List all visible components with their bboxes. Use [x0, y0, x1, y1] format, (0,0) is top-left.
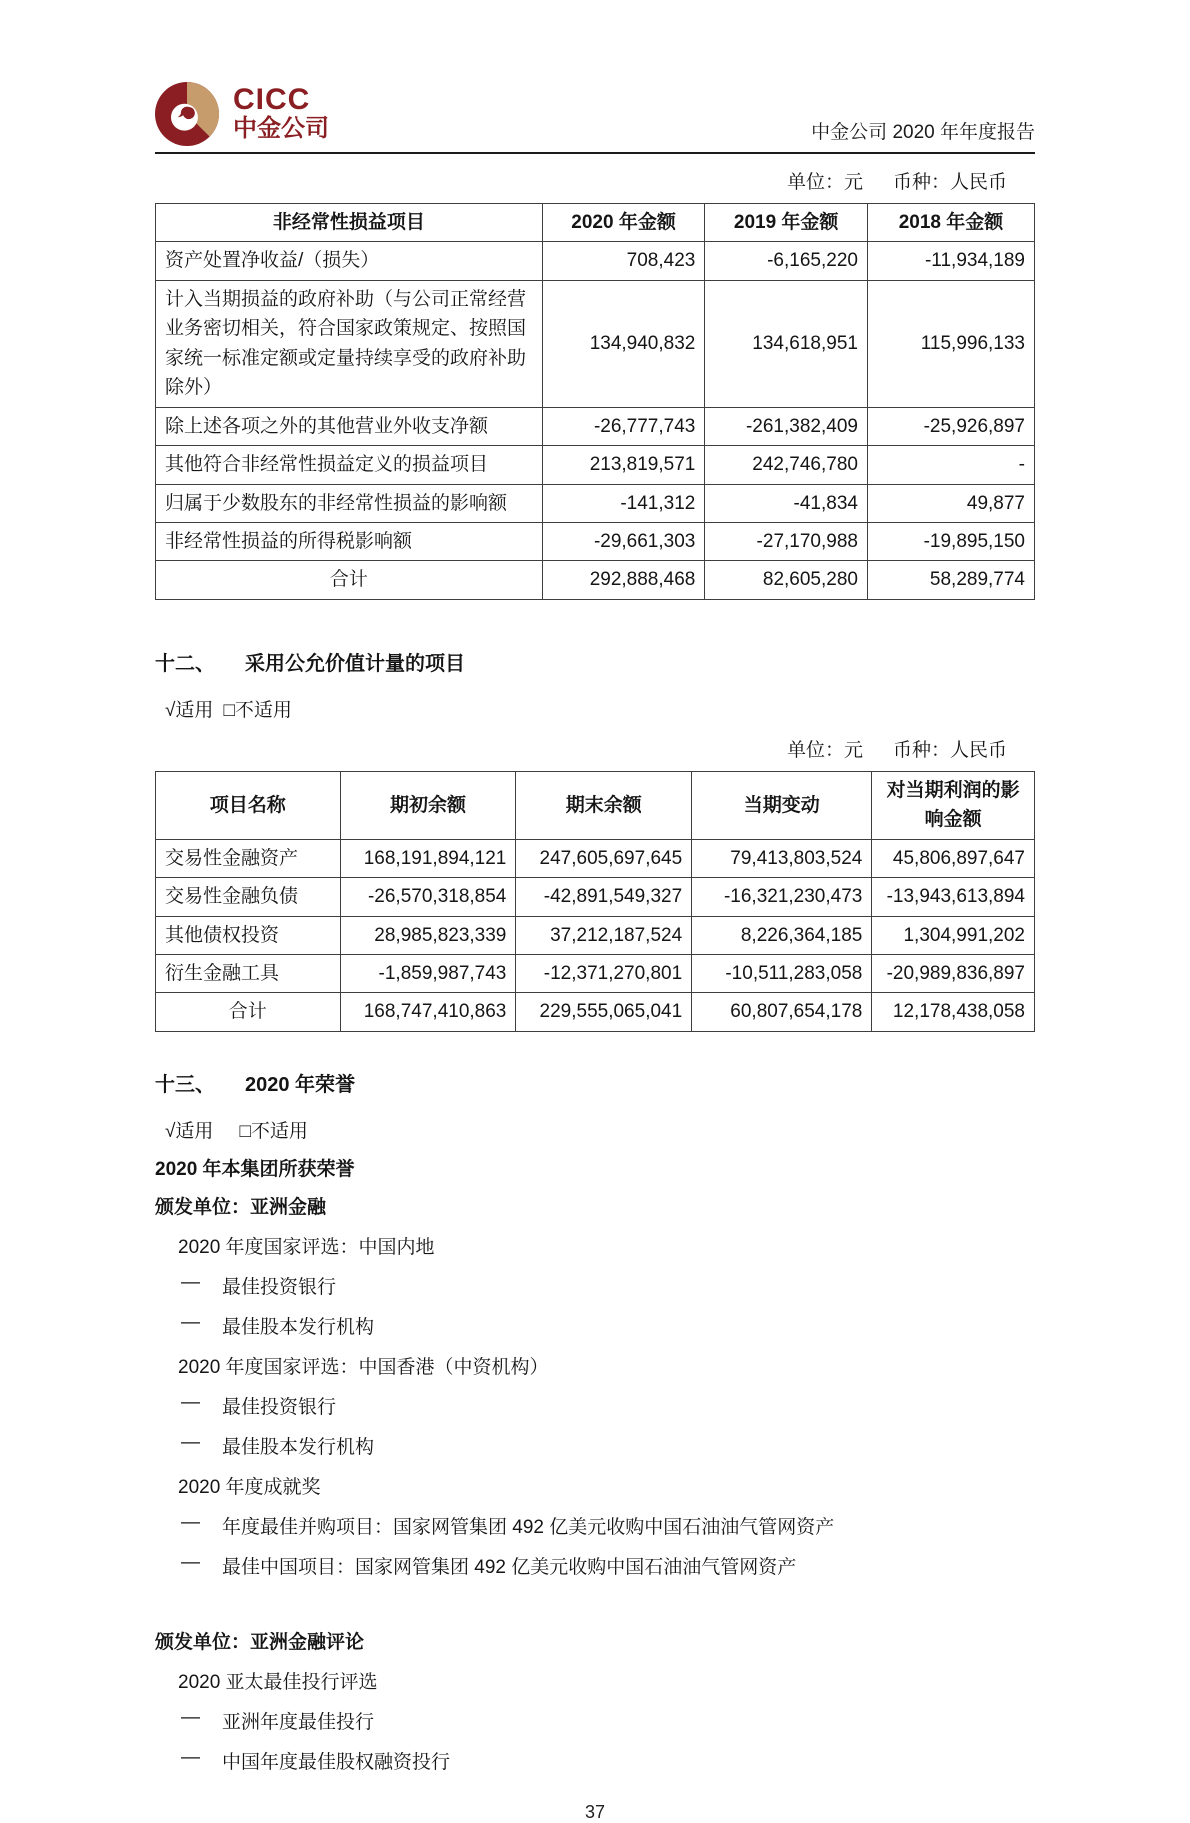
row-label: 非经常性损益的所得税影响额 — [156, 522, 543, 560]
fair-value-items-table — [155, 771, 1035, 1032]
table-row — [156, 916, 1035, 954]
cell-value: -27,170,988 — [705, 522, 868, 560]
report-title: 中金公司 2020 年年度报告 — [811, 122, 1035, 143]
dash-icon: — — [181, 1511, 200, 1533]
table1-col-items: 非经常性损益项目 — [156, 204, 543, 242]
honor-item: — 最佳投资银行 — [181, 1271, 337, 1298]
dash-icon: — — [181, 1706, 200, 1728]
honor-item: — 最佳投资银行 — [181, 1391, 337, 1418]
cell-value: 60,807,654,178 — [692, 993, 872, 1031]
row-label: 资产处置净收益/（损失） — [156, 242, 543, 280]
section-title: 采用公允价值计量的项目 — [245, 652, 465, 675]
table2-col-name: 项目名称 — [156, 771, 341, 839]
table-row — [156, 280, 1035, 407]
cell-value: 58,289,774 — [867, 561, 1034, 599]
not-applicable-label: □不适用 — [223, 699, 292, 721]
table-row — [156, 522, 1035, 560]
table1-header-row — [156, 204, 1035, 242]
table2-header-row — [156, 771, 1035, 839]
section-13-applicability — [155, 1116, 1035, 1143]
table-row — [156, 407, 1035, 445]
page-header — [155, 78, 1035, 154]
honor-category: 2020 年度成就奖 — [178, 1476, 321, 1498]
cicc-logo-text — [233, 85, 329, 143]
table2-col-closing: 期末余额 — [516, 771, 692, 839]
cell-value: -141,312 — [542, 484, 705, 522]
cell-value: 28,985,823,339 — [340, 916, 516, 954]
row-label: 衍生金融工具 — [156, 955, 341, 993]
section-number: 十二、 — [155, 652, 215, 675]
cell-value: 292,888,468 — [542, 561, 705, 599]
section-title: 2020 年荣誉 — [245, 1073, 356, 1096]
table-row — [156, 484, 1035, 522]
cell-value: -26,777,743 — [542, 407, 705, 445]
section-number: 十三、 — [155, 1073, 215, 1096]
row-label: 交易性金融资产 — [156, 839, 341, 877]
cell-value: -42,891,549,327 — [516, 878, 692, 916]
honor-category: 2020 年度国家评选：中国内地 — [178, 1236, 435, 1258]
honor-item: — 中国年度最佳股权融资投行 — [181, 1746, 451, 1773]
row-label: 归属于少数股东的非经常性损益的影响额 — [156, 484, 543, 522]
dash-icon: — — [181, 1311, 200, 1333]
cell-value: 168,747,410,863 — [340, 993, 516, 1031]
honor-category: 2020 亚太最佳投行评选 — [178, 1671, 378, 1693]
applicable-label: √适用 — [165, 1120, 214, 1142]
cicc-logo-icon — [155, 82, 219, 146]
cell-value: 49,877 — [867, 484, 1034, 522]
cell-value: -1,859,987,743 — [340, 955, 516, 993]
row-label: 其他债权投资 — [156, 916, 341, 954]
row-label: 计入当期损益的政府补助（与公司正常经营业务密切相关，符合国家政策规定、按照国家统一标准定额或定量持续享受的政府补助除外） — [156, 280, 543, 407]
row-label: 其他符合非经常性损益定义的损益项目 — [156, 446, 543, 484]
cell-value: 242,746,780 — [705, 446, 868, 484]
honor-issuer: 颁发单位：亚洲金融 — [155, 1196, 327, 1218]
unit-note-1 — [155, 167, 1035, 194]
cell-value: -26,570,318,854 — [340, 878, 516, 916]
cell-value: -13,943,613,894 — [872, 878, 1035, 916]
table2-total-row — [156, 993, 1035, 1031]
currency-label: 币种：人民币 — [892, 172, 1007, 193]
cell-value: -19,895,150 — [867, 522, 1034, 560]
cell-value: -11,934,189 — [867, 242, 1034, 280]
row-label: 除上述各项之外的其他营业外收支净额 — [156, 407, 543, 445]
table-row — [156, 446, 1035, 484]
honor-item: — 最佳股本发行机构 — [181, 1431, 375, 1458]
cell-value: 1,304,991,202 — [872, 916, 1035, 954]
section-13-heading — [155, 1068, 1035, 1097]
logo-en-label: CICC — [233, 83, 311, 117]
cell-value: -6,165,220 — [705, 242, 868, 280]
honor-item: — 年度最佳并购项目：国家网管集团 492 亿美元收购中国石油油气管网资产 — [181, 1511, 835, 1538]
table2-col-opening: 期初余额 — [340, 771, 516, 839]
table1-col-2018: 2018 年金额 — [867, 204, 1034, 242]
table2-col-change: 当期变动 — [692, 771, 872, 839]
not-applicable-label: □不适用 — [239, 1120, 308, 1142]
logo-zh-label: 中金公司 — [233, 115, 329, 143]
table-row — [156, 839, 1035, 877]
table-row — [156, 955, 1035, 993]
cell-value: 8,226,364,185 — [692, 916, 872, 954]
cell-value: 12,178,438,058 — [872, 993, 1035, 1031]
honor-item: — 最佳中国项目：国家网管集团 492 亿美元收购中国石油油气管网资产 — [181, 1551, 797, 1578]
cell-value: -12,371,270,801 — [516, 955, 692, 993]
dash-icon: — — [181, 1271, 200, 1293]
section-12-applicability — [155, 695, 1035, 722]
dash-icon: — — [181, 1551, 200, 1573]
cell-value: -41,834 — [705, 484, 868, 522]
total-label: 合计 — [156, 993, 341, 1031]
honor-item: — 亚洲年度最佳投行 — [181, 1706, 375, 1733]
honor-issuer: 颁发单位：亚洲金融评论 — [155, 1631, 365, 1653]
cicc-logo — [155, 82, 329, 146]
row-label: 交易性金融负债 — [156, 878, 341, 916]
dash-icon: — — [181, 1746, 200, 1768]
cell-value: -25,926,897 — [867, 407, 1034, 445]
cell-value: 229,555,065,041 — [516, 993, 692, 1031]
table1-total-row — [156, 561, 1035, 599]
cell-value: 247,605,697,645 — [516, 839, 692, 877]
honor-item: — 最佳股本发行机构 — [181, 1311, 375, 1338]
table-row — [156, 878, 1035, 916]
cell-value: 134,940,832 — [542, 280, 705, 407]
cell-value: 168,191,894,121 — [340, 839, 516, 877]
cell-value: 37,212,187,524 — [516, 916, 692, 954]
cell-value: 79,413,803,524 — [692, 839, 872, 877]
cell-value: -261,382,409 — [705, 407, 868, 445]
dash-icon: — — [181, 1391, 200, 1413]
table-row — [156, 242, 1035, 280]
unit-label: 单位：元 — [786, 739, 863, 761]
cell-value: 708,423 — [542, 242, 705, 280]
total-label: 合计 — [156, 561, 543, 599]
non-recurring-items-table — [155, 203, 1035, 600]
cell-value: -16,321,230,473 — [692, 878, 872, 916]
page-number: 37 — [584, 1801, 606, 1822]
cell-value: -20,989,836,897 — [872, 955, 1035, 993]
cell-value: -10,511,283,058 — [692, 955, 872, 993]
cell-value: 45,806,897,647 — [872, 839, 1035, 877]
currency-label: 币种：人民币 — [892, 739, 1007, 761]
honor-category: 2020 年度国家评选：中国香港（中资机构） — [178, 1356, 549, 1378]
dash-icon: — — [181, 1431, 200, 1453]
cell-value: 82,605,280 — [705, 561, 868, 599]
section-12-heading — [155, 647, 1035, 676]
cell-value: 134,618,951 — [705, 280, 868, 407]
cell-value: 213,819,571 — [542, 446, 705, 484]
cell-value: - — [867, 446, 1034, 484]
applicable-label: √适用 — [165, 699, 214, 721]
table1-col-2020: 2020 年金额 — [542, 204, 705, 242]
table2-col-profit-impact: 对当期利润的影响金额 — [872, 771, 1035, 839]
table1-col-2019: 2019 年金额 — [705, 204, 868, 242]
unit-label: 单位：元 — [786, 172, 863, 193]
cell-value: -29,661,303 — [542, 522, 705, 560]
unit-note-2 — [155, 735, 1035, 762]
cell-value: 115,996,133 — [867, 280, 1034, 407]
honors-intro: 2020 年本集团所获荣誉 — [155, 1158, 355, 1180]
